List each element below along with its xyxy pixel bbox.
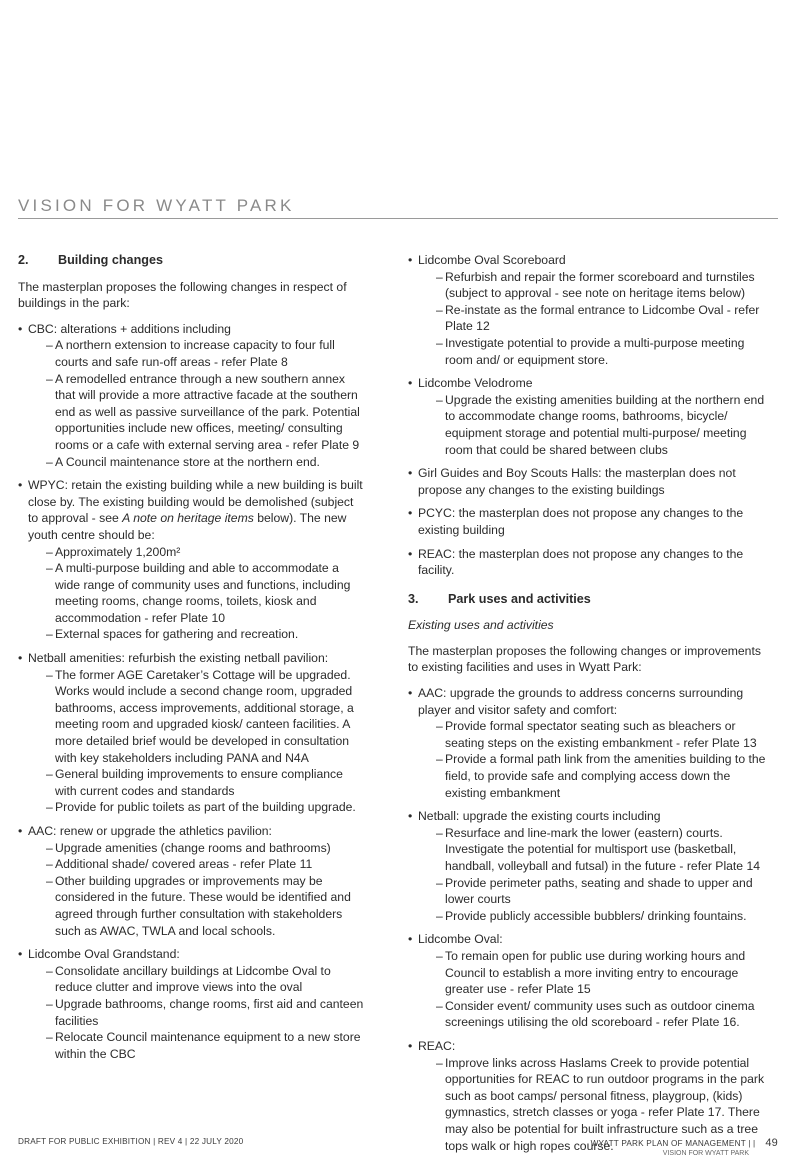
list-item bbox=[18, 650, 366, 816]
list-item bbox=[18, 477, 366, 643]
section-heading-building-changes bbox=[18, 252, 366, 269]
sub-list-item: – A northern extension to increase capacity to four full courts and safe run-off areas - refer Plate 8 bbox=[46, 337, 366, 370]
page-title: VISION FOR WYATT PARK bbox=[18, 196, 295, 215]
sub-list-item: – Other building upgrades or improvements may be considered in the future. These would be identified and agreed through further consultation with stakeholders such as AWAC, TWLA and local schools. bbox=[46, 873, 366, 939]
sub-list-item: – External spaces for gathering and recreation. bbox=[46, 626, 366, 643]
footer-plan-name: WYATT PARK PLAN OF MANAGEMENT | | bbox=[590, 1139, 756, 1148]
sub-list-item: – Provide for public toilets as part of the building upgrade. bbox=[46, 799, 366, 816]
page-number: 49 bbox=[765, 1137, 778, 1149]
sub-list-item: – Provide a formal path link from the amenities building to the field, to provide safe and complying access down the existing embankment bbox=[436, 751, 774, 801]
sub-list-item: – Approximately 1,200m² bbox=[46, 544, 366, 561]
intro-paragraph: The masterplan proposes the following changes or improvements to existing facilities and uses in Wyatt Park: bbox=[408, 643, 761, 675]
list-item: • REAC: the masterplan does not propose any changes to the facility. bbox=[408, 546, 774, 579]
sub-list-item: – Consolidate ancillary buildings at Lidcombe Oval to reduce clutter and improve views into the oval bbox=[46, 963, 366, 996]
subheading: Existing uses and activities bbox=[408, 618, 554, 633]
sub-list-item: – A Council maintenance store at the northern end. bbox=[46, 454, 366, 471]
sub-list-item: – Provide publicly accessible bubblers/ drinking fountains. bbox=[436, 908, 774, 925]
sub-list bbox=[28, 840, 366, 940]
bullet-text: REAC: bbox=[418, 1038, 456, 1053]
heritage-note-reference: A note on heritage items bbox=[122, 511, 254, 526]
list-item bbox=[408, 252, 774, 368]
section-number: 3. bbox=[408, 591, 419, 606]
park-uses-list bbox=[408, 685, 774, 1154]
sub-list bbox=[418, 269, 774, 369]
intro-paragraph: The masterplan proposes the following changes in respect of buildings in the park: bbox=[18, 279, 347, 311]
left-column bbox=[18, 252, 366, 1069]
sub-list bbox=[418, 392, 774, 458]
sub-list bbox=[28, 544, 366, 644]
sub-list-item: – Additional shade/ covered areas - refer Plate 11 bbox=[46, 856, 366, 873]
list-item: • PCYC: the masterplan does not propose any changes to the existing building bbox=[408, 505, 774, 538]
bullet-text: CBC: alterations + additions including bbox=[28, 321, 231, 336]
section-title: Park uses and activities bbox=[448, 591, 591, 606]
sub-list bbox=[418, 948, 774, 1031]
sub-list bbox=[418, 825, 774, 925]
building-changes-list bbox=[18, 321, 366, 1063]
bullet-text: AAC: renew or upgrade the athletics pavilion: bbox=[28, 824, 272, 838]
sub-list-item: – Consider event/ community uses such as outdoor cinema screenings utilising the old scoreboard - refer Plate 16. bbox=[436, 998, 774, 1031]
sub-list-item: – Investigate potential to provide a multi-purpose meeting room and/ or equipment store. bbox=[436, 335, 774, 368]
building-changes-list-continued bbox=[408, 252, 774, 579]
sub-list bbox=[28, 963, 366, 1063]
bullet-text: Lidcombe Oval Grandstand: bbox=[28, 947, 180, 962]
sub-list-item: – General building improvements to ensure compliance with current codes and standards bbox=[46, 766, 366, 799]
list-item bbox=[408, 808, 774, 924]
section-title: Building changes bbox=[58, 253, 163, 267]
sub-list-item: – Resurface and line-mark the lower (eastern) courts. Investigate the potential for multisport use (basketball, handball, volleyball and futsal) in the future - refer Plate 14 bbox=[436, 825, 774, 875]
list-item bbox=[18, 321, 366, 470]
sub-list-item: – Provide perimeter paths, seating and shade to upper and lower courts bbox=[436, 875, 774, 908]
right-column bbox=[408, 252, 774, 1161]
list-item bbox=[18, 823, 366, 939]
bullet-text: Lidcombe Oval: bbox=[418, 932, 503, 947]
list-item bbox=[18, 946, 366, 1062]
sub-list-item: – Improve links across Haslams Creek to provide potential opportunities for REAC to run outdoor programs in the park such as boot camps/ personal fitness, playgroup, (kids) gymnastics, stretch classes or yoga - refer Plate 17. There may also be potential for built infrastructure such as a tree tops walk or high ropes course. bbox=[436, 1055, 774, 1155]
list-item bbox=[408, 375, 774, 458]
bullet-text: Lidcombe Velodrome bbox=[418, 376, 533, 391]
sub-list bbox=[28, 337, 366, 470]
header-divider bbox=[18, 218, 778, 219]
sub-list-item: – Refurbish and repair the former scoreboard and turnstiles (subject to approval - see note on heritage items below) bbox=[436, 269, 774, 302]
sub-list-item: – Relocate Council maintenance equipment to a new store within the CBC bbox=[46, 1029, 366, 1062]
bullet-text: AAC: upgrade the grounds to address concerns surrounding player and visitor safety and comfort: bbox=[418, 686, 744, 717]
sub-list-item: – Provide formal spectator seating such as bleachers or seating steps on the existing embankment - refer Plate 13 bbox=[436, 718, 774, 751]
footer-section-name: VISION FOR WYATT PARK bbox=[662, 1150, 749, 1157]
bullet-text: WPYC: retain the existing building while a new building is built close by. The existing building would be demolished (subject to approval - see A note on heritage items below). The new youth centre should be: bbox=[28, 478, 363, 542]
sub-list-item: – Upgrade the existing amenities building at the northern end to accommodate change rooms, bathrooms, bicycle/ equipment storage and potential multi-purpose/ meeting room that could be shared between clubs bbox=[436, 392, 774, 458]
bullet-text: Netball amenities: refurbish the existing netball pavilion: bbox=[28, 651, 329, 666]
footer-document-title bbox=[591, 1137, 778, 1149]
list-item: • Girl Guides and Boy Scouts Halls: the masterplan does not propose any changes to the existing buildings bbox=[408, 465, 774, 498]
sub-list-item: – Upgrade bathrooms, change rooms, first aid and canteen facilities bbox=[46, 996, 366, 1029]
sub-list-item: – The former AGE Caretaker’s Cottage will be upgraded. Works would include a second change room, upgraded bathrooms, access improvements, additional storage, a meeting room and upgraded kiosk/ canteen facilities. A more detailed brief would be developed in consultation with key stakeholders including PANA and N4A bbox=[46, 667, 366, 767]
bullet-text: Netball: upgrade the existing courts including bbox=[418, 809, 661, 824]
page-header bbox=[18, 194, 778, 218]
sub-list-item: – Re-instate as the formal entrance to Lidcombe Oval - refer Plate 12 bbox=[436, 302, 774, 335]
section-heading-park-uses bbox=[408, 591, 774, 608]
sub-list-item: – Upgrade amenities (change rooms and bathrooms) bbox=[46, 840, 366, 857]
list-item bbox=[408, 931, 774, 1031]
list-item bbox=[408, 685, 774, 801]
sub-list-item: – To remain open for public use during working hours and Council to establish a more inviting entry to encourage greater use - refer Plate 15 bbox=[436, 948, 774, 998]
sub-list-item: – A multi-purpose building and able to accommodate a wide range of community uses and functions, including meeting rooms, change rooms, toilets, kiosk and accommodation - refer Plate 10 bbox=[46, 560, 366, 626]
footer-draft-notice: DRAFT FOR PUBLIC EXHIBITION | REV 4 | 22 JULY 2020 bbox=[18, 1137, 244, 1146]
sub-list-item: – A remodelled entrance through a new southern annex that will provide a more attractive facade at the southern end as well as passive surveillance of the park. Potential opportunities include new offices, meeting/ consulting rooms or a cafe with external serving area - refer Plate 9 bbox=[46, 371, 366, 454]
sub-list bbox=[418, 718, 774, 801]
section-number: 2. bbox=[18, 253, 29, 267]
bullet-text: Lidcombe Oval Scoreboard bbox=[418, 253, 566, 267]
sub-list bbox=[28, 667, 366, 816]
